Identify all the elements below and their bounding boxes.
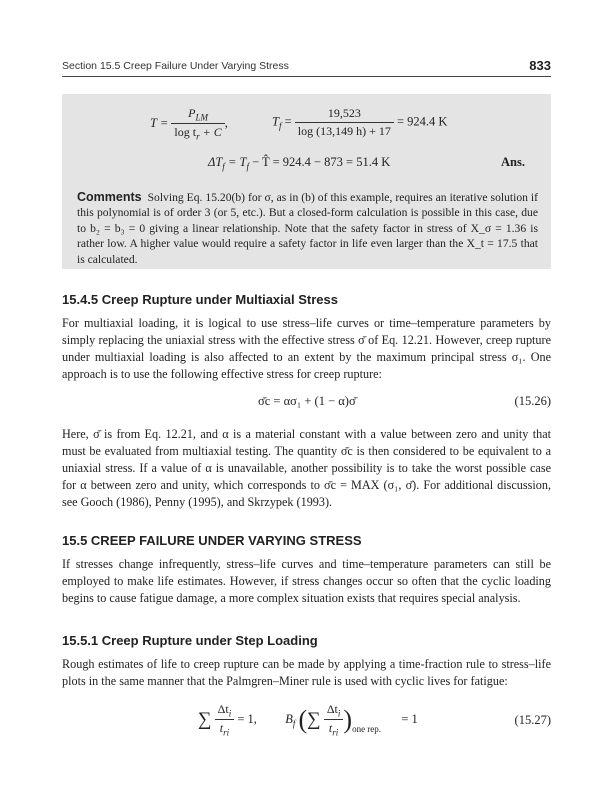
comments-text: Solving Eq. 15.20(b) for σ, as in (b) of this example, requires an iterative solution if this polynomial is of order 3 (or 5, etc.). But a closed-form calculation is possible in this case, due to b₂ = b₃ = 0 giving a linear relationship. Note that the safety factor in stress of X_σ = 1.36 is rather low. A higher value would require a safety factor in life even larger than the X_t = 17.5 that is calculated. <box>77 191 538 266</box>
paragraph-step-loading: Rough estimates of life to creep rupture can be made by applying a time-fraction rule to stress–life plots in the same manner that the Palmgren–Miner rule is used with cyclic lives for fatigue: <box>62 657 551 688</box>
paragraph-multiaxial-intro: For multiaxial loading, it is logical to use stress–life curves or time–temperature parameters by simply replacing the uniaxial stress with the effective stress σ̄ of Eq. 12.21. However, creep rupture under multiaxial loading is also affected to an extent by the maximum principal stress σ₁. One approach is to use the following effective stress for creep rupture: <box>62 316 551 381</box>
equation-number-15-26: (15.26) <box>514 394 551 408</box>
comments-paragraph <box>77 190 538 267</box>
paragraph-varying-stress: If stresses change infrequently, stress–life curves and time–temperature parameters can still be employed to make life estimates. However, if stress changes occur so often that the cyclic loading begins to cause fatigue damage, a more complex situation exists that requires special analysis. <box>62 557 551 605</box>
equation-number-15-27: (15.27) <box>514 713 551 727</box>
paragraph-multiaxial-detail: Here, σ̄ is from Eq. 12.21, and α is a material constant with a value between zero and unity that must be evaluated from multiaxial testing. The quantity σ̄c is then considered to be equivalent to a uniaxial stress. If a value of α is unavailable, another possibility is to take the worst possible case for α between zero and unity, which corresponds to σ̄c = MAX (σ₁, σ̄). For additional discussion, see Gooch (1986), Penny (1995), and Skrzypek (1993). <box>62 427 551 509</box>
answer-label: Ans. <box>501 155 525 169</box>
running-head <box>62 58 551 76</box>
page-number: 833 <box>529 58 551 73</box>
section-title-15-4-5: 15.4.5 Creep Rupture under Multiaxial Stress <box>62 292 338 307</box>
equation-t-definition: T = $\frac{P_{LM}}{\log t_r + C}$ , <box>150 106 228 142</box>
equation-delta-t: $\Delta T_f = T_f$ − T̂ = 924.4 − 873 = 51.4 K <box>208 155 391 172</box>
equation-15-27: ∑ $\frac{\Delta t_i}{t_{ri}}$ = 1, $B_f$ (∑ $\frac{\Delta t_i}{t_{ri}}$ )$_{one rep.} = 1$ <box>198 702 418 738</box>
equation-tf-value: $T_f$ = $\frac{19,523}{\log (13,149 h) + 17}$ = 924.4 K <box>272 106 448 138</box>
header-rule <box>62 76 551 77</box>
equation-15-26: σ̄c = ασ₁ + (1 − α)σ̄ <box>258 394 356 408</box>
comments-label: Comments <box>77 190 142 204</box>
section-title-15-5: 15.5 CREEP FAILURE UNDER VARYING STRESS <box>62 533 362 548</box>
running-head-section: Section 15.5 Creep Failure Under Varying Stress <box>62 60 289 72</box>
section-title-15-5-1: 15.5.1 Creep Rupture under Step Loading <box>62 633 318 648</box>
